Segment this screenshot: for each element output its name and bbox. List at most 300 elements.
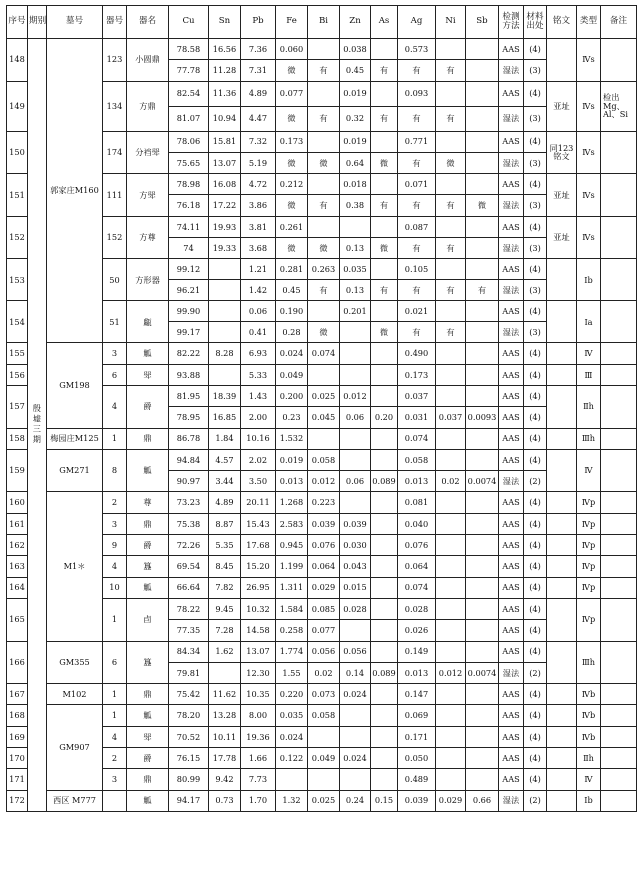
value-cell: 0.031	[398, 407, 436, 428]
vessel-number-cell: 51	[103, 301, 127, 343]
value-cell	[371, 39, 398, 60]
value-cell: 1.70	[241, 790, 276, 811]
vessel-name-cell: 甗	[127, 301, 169, 343]
value-cell: 1.311	[276, 577, 308, 598]
type-cell: Ⅳs	[577, 131, 601, 174]
tomb-cell: M102	[47, 684, 103, 705]
note-cell	[601, 216, 637, 259]
value-cell: 78.22	[169, 598, 209, 619]
value-cell: (4)	[524, 39, 547, 60]
value-cell: 有	[398, 106, 436, 131]
seq-cell: 152	[7, 216, 28, 259]
value-cell: 0.024	[276, 726, 308, 747]
value-cell: 有	[371, 195, 398, 216]
value-cell: 8.28	[209, 343, 241, 364]
vessel-name-cell: 方斝	[127, 174, 169, 217]
value-cell	[466, 577, 499, 598]
period-cell	[28, 39, 47, 812]
value-cell: 0.15	[371, 790, 398, 811]
value-cell	[371, 343, 398, 364]
seq-cell: 172	[7, 790, 28, 811]
tomb-cell: GM355	[47, 641, 103, 684]
value-cell: 0.030	[340, 535, 371, 556]
value-cell: AAS	[499, 364, 524, 385]
value-cell: 0.049	[276, 364, 308, 385]
value-cell: (4)	[524, 513, 547, 534]
value-cell: AAS	[499, 343, 524, 364]
header-cell: 材料出处	[524, 6, 547, 39]
value-cell: 0.089	[371, 662, 398, 683]
vessel-number-cell: 1	[103, 684, 127, 705]
vessel-number-cell: 9	[103, 535, 127, 556]
value-cell: 75.42	[169, 684, 209, 705]
value-cell: (4)	[524, 726, 547, 747]
value-cell: 80.99	[169, 769, 209, 790]
value-cell	[371, 556, 398, 577]
value-cell	[466, 705, 499, 726]
value-cell: AAS	[499, 620, 524, 641]
note-cell	[601, 449, 637, 492]
value-cell: AAS	[499, 684, 524, 705]
value-cell: AAS	[499, 556, 524, 577]
type-cell: Ⅳ	[577, 769, 601, 790]
vessel-name-cell: 分裆斝	[127, 131, 169, 174]
value-cell: 77.78	[169, 60, 209, 81]
value-cell: AAS	[499, 174, 524, 195]
value-cell: 微	[436, 152, 466, 173]
type-cell: Ⅱh	[577, 748, 601, 769]
value-cell	[436, 748, 466, 769]
value-cell: 2.00	[241, 407, 276, 428]
value-cell: 11.36	[209, 81, 241, 106]
value-cell: 0.013	[398, 471, 436, 492]
seq-cell: 156	[7, 364, 28, 385]
value-cell: 79.81	[169, 662, 209, 683]
value-cell: 74	[169, 238, 209, 259]
value-cell	[436, 428, 466, 449]
value-cell: AAS	[499, 769, 524, 790]
value-cell: AAS	[499, 81, 524, 106]
value-cell: 1.66	[241, 748, 276, 769]
type-cell: Ⅳp	[577, 535, 601, 556]
value-cell: 0.040	[398, 513, 436, 534]
vessel-name-cell: 觚	[127, 790, 169, 811]
value-cell: 7.36	[241, 39, 276, 60]
value-cell	[466, 238, 499, 259]
value-cell: 0.019	[340, 81, 371, 106]
type-cell: Ⅳp	[577, 598, 601, 641]
note-cell	[601, 790, 637, 811]
value-cell: 有	[398, 322, 436, 343]
inscription-cell	[547, 492, 577, 513]
value-cell: 1.32	[276, 790, 308, 811]
value-cell: 2.02	[241, 449, 276, 470]
value-cell: 有	[398, 280, 436, 301]
value-cell: 0.0093	[466, 407, 499, 428]
value-cell: 0.012	[308, 471, 340, 492]
table-row	[7, 705, 637, 726]
value-cell: (4)	[524, 535, 547, 556]
value-cell: (4)	[524, 407, 547, 428]
value-cell: 18.39	[209, 385, 241, 406]
value-cell: 1.43	[241, 385, 276, 406]
value-cell: AAS	[499, 131, 524, 152]
inscription-cell: 同123铭文	[547, 131, 577, 174]
tomb-cell: GM271	[47, 449, 103, 492]
tomb-cell: GM198	[47, 343, 103, 428]
seq-cell: 164	[7, 577, 28, 598]
value-cell: (4)	[524, 641, 547, 662]
value-cell: 72.26	[169, 535, 209, 556]
value-cell: 10.11	[209, 726, 241, 747]
vessel-name-cell: 觚	[127, 577, 169, 598]
inscription-cell: 亚址	[547, 216, 577, 259]
value-cell	[466, 535, 499, 556]
inscription-cell	[547, 598, 577, 641]
value-cell	[466, 748, 499, 769]
value-cell	[436, 301, 466, 322]
type-cell: Ⅱh	[577, 385, 601, 428]
value-cell	[466, 60, 499, 81]
table-row	[7, 39, 637, 60]
value-cell	[371, 598, 398, 619]
value-cell: AAS	[499, 301, 524, 322]
vessel-name-cell: 方尊	[127, 216, 169, 259]
value-cell	[371, 726, 398, 747]
type-cell: Ⅳs	[577, 39, 601, 82]
value-cell: 有	[436, 280, 466, 301]
value-cell	[466, 598, 499, 619]
header-row	[7, 6, 637, 39]
value-cell: 0.026	[398, 620, 436, 641]
value-cell: 0.071	[398, 174, 436, 195]
header-cell: Bi	[308, 6, 340, 39]
value-cell: 0.105	[398, 259, 436, 280]
value-cell: (3)	[524, 195, 547, 216]
value-cell	[209, 280, 241, 301]
value-cell	[436, 577, 466, 598]
value-cell: 75.38	[169, 513, 209, 534]
value-cell: 微	[276, 60, 308, 81]
value-cell: AAS	[499, 705, 524, 726]
value-cell	[340, 620, 371, 641]
value-cell: 0.173	[398, 364, 436, 385]
value-cell: 有	[398, 60, 436, 81]
inscription-cell	[547, 428, 577, 449]
value-cell: 26.95	[241, 577, 276, 598]
inscription-cell	[547, 513, 577, 534]
vessel-name-cell: 斝	[127, 364, 169, 385]
inscription-cell	[547, 769, 577, 790]
seq-cell: 160	[7, 492, 28, 513]
value-cell: 0.45	[276, 280, 308, 301]
inscription-cell	[547, 705, 577, 726]
value-cell: (4)	[524, 301, 547, 322]
value-cell: (4)	[524, 81, 547, 106]
value-cell	[466, 174, 499, 195]
value-cell: 0.085	[308, 598, 340, 619]
value-cell: AAS	[499, 449, 524, 470]
tomb-cell: M1＊	[47, 492, 103, 641]
value-cell: 0.489	[398, 769, 436, 790]
value-cell: 78.06	[169, 131, 209, 152]
value-cell	[436, 641, 466, 662]
value-cell: 0.093	[398, 81, 436, 106]
value-cell	[436, 343, 466, 364]
value-cell: 0.038	[340, 39, 371, 60]
inscription-cell	[547, 556, 577, 577]
value-cell: (4)	[524, 259, 547, 280]
note-cell	[601, 748, 637, 769]
inscription-cell	[547, 726, 577, 747]
value-cell: 0.06	[340, 407, 371, 428]
seq-cell: 167	[7, 684, 28, 705]
value-cell: 84.34	[169, 641, 209, 662]
table-row	[7, 449, 637, 470]
value-cell: 0.081	[398, 492, 436, 513]
value-cell: 微	[371, 238, 398, 259]
inscription-cell: 亚址	[547, 174, 577, 217]
value-cell: 9.45	[209, 598, 241, 619]
value-cell	[466, 106, 499, 131]
type-cell: Ⅰb	[577, 790, 601, 811]
value-cell: 有	[308, 106, 340, 131]
value-cell: (2)	[524, 471, 547, 492]
value-cell: 1.62	[209, 641, 241, 662]
value-cell	[371, 620, 398, 641]
tomb-cell: 梅园庄M125	[47, 428, 103, 449]
value-cell: 0.190	[276, 301, 308, 322]
value-cell: 0.013	[398, 662, 436, 683]
value-cell: (3)	[524, 60, 547, 81]
value-cell: 66.64	[169, 577, 209, 598]
value-cell: 7.28	[209, 620, 241, 641]
seq-cell: 155	[7, 343, 28, 364]
type-cell: Ⅰa	[577, 301, 601, 343]
value-cell: (4)	[524, 449, 547, 470]
value-cell: 湿法	[499, 280, 524, 301]
note-cell	[601, 705, 637, 726]
value-cell: 有	[371, 280, 398, 301]
value-cell	[466, 492, 499, 513]
note-cell	[601, 492, 637, 513]
header-cell: Sb	[466, 6, 499, 39]
value-cell	[308, 301, 340, 322]
value-cell: 0.945	[276, 535, 308, 556]
value-cell	[340, 428, 371, 449]
value-cell: 0.035	[340, 259, 371, 280]
value-cell	[436, 131, 466, 152]
value-cell: 8.45	[209, 556, 241, 577]
value-cell	[466, 684, 499, 705]
value-cell	[466, 641, 499, 662]
value-cell: 0.043	[340, 556, 371, 577]
value-cell: AAS	[499, 748, 524, 769]
value-cell: 有	[436, 322, 466, 343]
value-cell	[371, 535, 398, 556]
value-cell	[436, 513, 466, 534]
header-cell: 类型	[577, 6, 601, 39]
value-cell	[466, 769, 499, 790]
value-cell: 0.13	[340, 280, 371, 301]
seq-cell: 165	[7, 598, 28, 641]
value-cell: 69.54	[169, 556, 209, 577]
note-cell	[601, 684, 637, 705]
value-cell	[466, 556, 499, 577]
value-cell: 6.93	[241, 343, 276, 364]
value-cell: 0.573	[398, 39, 436, 60]
value-cell	[466, 322, 499, 343]
value-cell: 0.073	[308, 684, 340, 705]
value-cell: 0.20	[371, 407, 398, 428]
value-cell: (4)	[524, 385, 547, 406]
vessel-name-cell: 鼎	[127, 769, 169, 790]
value-cell: 0.077	[308, 620, 340, 641]
note-cell	[601, 301, 637, 343]
note-cell	[601, 513, 637, 534]
value-cell: (3)	[524, 322, 547, 343]
value-cell	[308, 131, 340, 152]
tomb-cell: GM907	[47, 705, 103, 790]
value-cell: AAS	[499, 216, 524, 237]
value-cell	[466, 216, 499, 237]
value-cell	[308, 39, 340, 60]
type-cell: Ⅰb	[577, 259, 601, 301]
value-cell: 0.058	[308, 705, 340, 726]
value-cell: (2)	[524, 662, 547, 683]
value-cell: 0.32	[340, 106, 371, 131]
value-cell: 0.045	[308, 407, 340, 428]
value-cell	[466, 343, 499, 364]
value-cell: 0.200	[276, 385, 308, 406]
value-cell	[371, 364, 398, 385]
value-cell	[371, 174, 398, 195]
seq-cell: 151	[7, 174, 28, 217]
value-cell: 0.281	[276, 259, 308, 280]
value-cell: 17.68	[241, 535, 276, 556]
vessel-name-cell: 爵	[127, 535, 169, 556]
value-cell: (4)	[524, 598, 547, 619]
value-cell: AAS	[499, 492, 524, 513]
value-cell: 0.02	[308, 662, 340, 683]
value-cell: 9.42	[209, 769, 241, 790]
value-cell	[209, 662, 241, 683]
value-cell: 湿法	[499, 195, 524, 216]
table-row	[7, 641, 637, 662]
value-cell	[436, 81, 466, 106]
header-cell: Fe	[276, 6, 308, 39]
value-cell: 0.021	[398, 301, 436, 322]
value-cell: 0.012	[340, 385, 371, 406]
value-cell: 3.81	[241, 216, 276, 237]
inscription-cell	[547, 641, 577, 684]
value-cell	[371, 641, 398, 662]
value-cell: 微	[276, 106, 308, 131]
inscription-cell	[547, 364, 577, 385]
value-cell: 有	[308, 280, 340, 301]
value-cell	[466, 364, 499, 385]
header-cell: Ag	[398, 6, 436, 39]
note-cell	[601, 641, 637, 684]
type-cell: Ⅳp	[577, 513, 601, 534]
value-cell: 0.025	[308, 385, 340, 406]
value-cell: 有	[436, 106, 466, 131]
vessel-number-cell: 4	[103, 385, 127, 428]
value-cell: 94.84	[169, 449, 209, 470]
value-cell: 4.47	[241, 106, 276, 131]
vessel-number-cell: 123	[103, 39, 127, 82]
type-cell: Ⅳp	[577, 577, 601, 598]
value-cell: 0.035	[276, 705, 308, 726]
value-cell: 0.024	[340, 748, 371, 769]
value-cell: 0.223	[308, 492, 340, 513]
value-cell: 0.018	[340, 174, 371, 195]
value-cell: 1.84	[209, 428, 241, 449]
value-cell: 微	[308, 238, 340, 259]
vessel-name-cell: 方形器	[127, 259, 169, 301]
value-cell	[308, 428, 340, 449]
value-cell: 77.35	[169, 620, 209, 641]
value-cell: 0.14	[340, 662, 371, 683]
value-cell	[436, 769, 466, 790]
value-cell: 4.57	[209, 449, 241, 470]
value-cell	[466, 620, 499, 641]
value-cell: 96.21	[169, 280, 209, 301]
type-cell: Ⅳs	[577, 216, 601, 259]
value-cell: 微	[308, 152, 340, 173]
value-cell: 10.16	[241, 428, 276, 449]
vessel-number-cell: 3	[103, 343, 127, 364]
note-cell	[601, 385, 637, 428]
value-cell: (4)	[524, 620, 547, 641]
value-cell: 0.050	[398, 748, 436, 769]
value-cell: AAS	[499, 577, 524, 598]
type-cell: Ⅳs	[577, 174, 601, 217]
vessel-number-cell: 8	[103, 449, 127, 492]
seq-cell: 153	[7, 259, 28, 301]
value-cell: 微	[371, 322, 398, 343]
value-cell: 有	[398, 238, 436, 259]
value-cell: 微	[308, 322, 340, 343]
value-cell	[371, 577, 398, 598]
vessel-number-cell: 2	[103, 748, 127, 769]
header-cell: 备注	[601, 6, 637, 39]
value-cell: 99.17	[169, 322, 209, 343]
value-cell	[209, 322, 241, 343]
vessel-number-cell: 174	[103, 131, 127, 174]
value-cell: AAS	[499, 726, 524, 747]
value-cell: 0.66	[466, 790, 499, 811]
value-cell: 76.18	[169, 195, 209, 216]
vessel-number-cell: 3	[103, 513, 127, 534]
value-cell: 76.15	[169, 748, 209, 769]
value-cell: 81.07	[169, 106, 209, 131]
value-cell	[436, 174, 466, 195]
value-cell: 11.28	[209, 60, 241, 81]
value-cell: (3)	[524, 238, 547, 259]
seq-cell: 158	[7, 428, 28, 449]
seq-cell: 171	[7, 769, 28, 790]
value-cell: 12.30	[241, 662, 276, 683]
value-cell: 10.94	[209, 106, 241, 131]
value-cell: 0.056	[340, 641, 371, 662]
seq-cell: 148	[7, 39, 28, 82]
inscription-cell: 亚址	[547, 81, 577, 131]
value-cell: 73.23	[169, 492, 209, 513]
inscription-cell	[547, 748, 577, 769]
type-cell: Ⅳp	[577, 492, 601, 513]
header-cell: 铭文	[547, 6, 577, 39]
